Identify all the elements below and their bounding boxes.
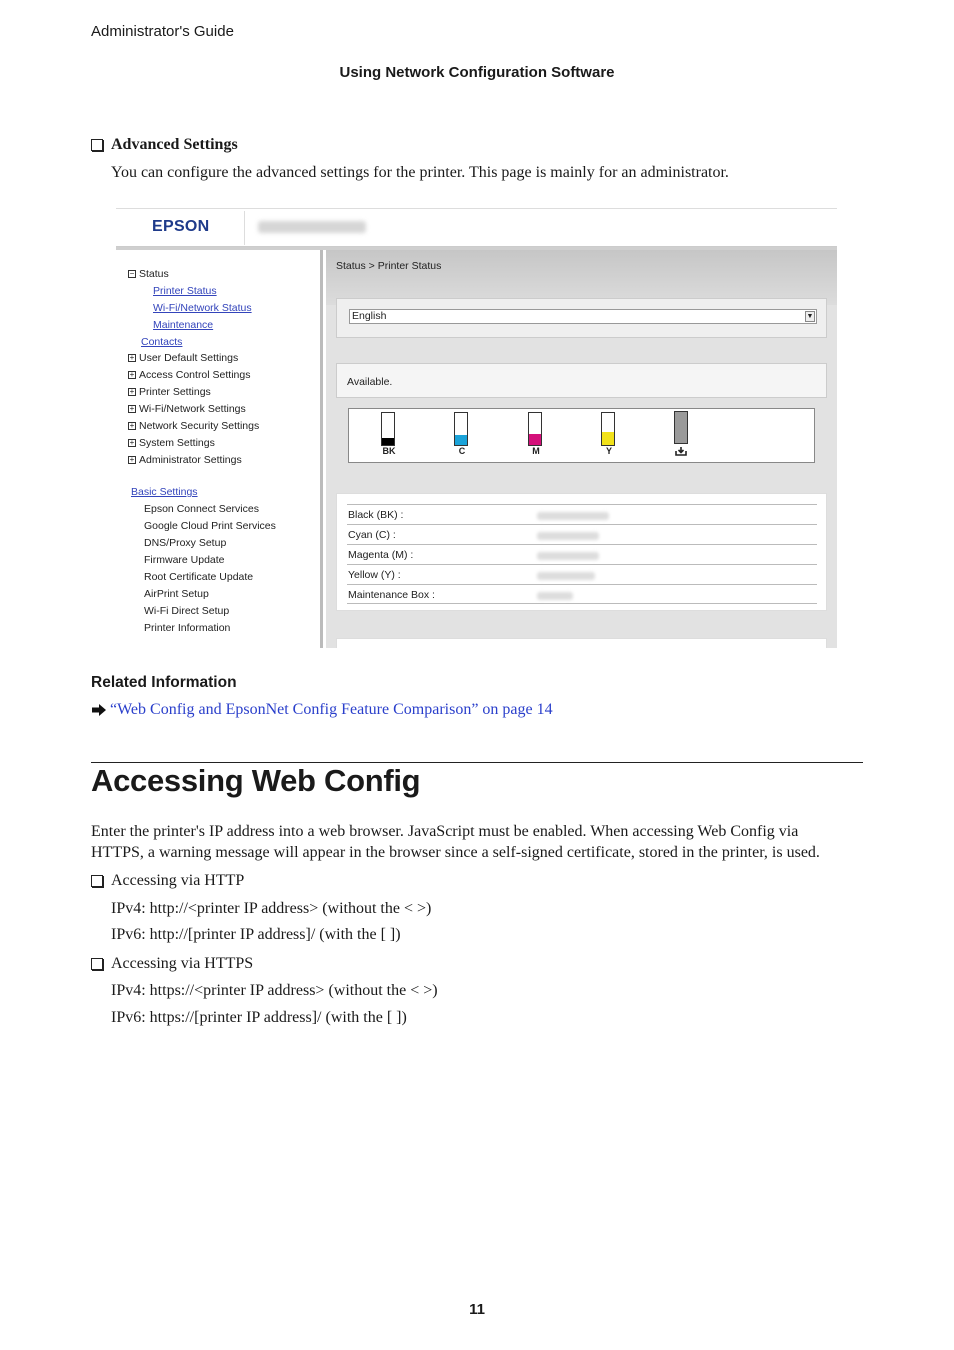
header-guide: Administrator's Guide — [91, 23, 234, 40]
https-ipv6: IPv6: https://[printer IP address]/ (with the [ ]) — [111, 1009, 407, 1026]
main-top — [326, 250, 837, 305]
maintenance-box — [674, 411, 688, 444]
header-section: Using Network Configuration Software — [339, 64, 615, 81]
http-ipv6: IPv6: http://[printer IP address]/ (with the [ ]) — [111, 926, 401, 943]
epson-logo: EPSON — [152, 218, 210, 235]
blurred-value — [537, 592, 573, 600]
expand-icon: + — [129, 370, 135, 379]
advanced-description: You can configure the advanced settings for the printer. This page is mainly for an administrator. — [111, 164, 729, 181]
sidebar-group-network-settings[interactable]: + Wi-Fi/Network Settings — [129, 403, 246, 415]
sidebar — [116, 250, 323, 648]
web-config-screenshot — [116, 208, 837, 648]
expand-icon: + — [129, 421, 135, 430]
ink-label-yellow: Y — [605, 446, 612, 456]
https-title: Accessing via HTTPS — [111, 955, 254, 972]
chevron-down-icon: ▼ — [806, 313, 814, 320]
available-panel — [336, 363, 827, 398]
related-link[interactable]: “Web Config and EpsonNet Config Feature Comparison” on page 14 — [110, 701, 553, 718]
sidebar-item-google-cloud[interactable]: Google Cloud Print Services — [144, 520, 276, 532]
intro-line-1: Enter the printer's IP address into a web browser. JavaScript must be enabled. When accessing Web Config via — [91, 823, 799, 840]
sidebar-link-maintenance[interactable]: Maintenance — [153, 319, 214, 331]
breadcrumb: Status > Printer Status — [336, 260, 442, 272]
intro-line-2: HTTPS, a warning message will appear in the browser since a self-signed certificate, stored in the printer, is used. — [91, 844, 820, 861]
checkbox-icon — [91, 139, 103, 151]
ink-cartridge-yellow — [601, 412, 615, 446]
maintenance-box-icon — [675, 446, 687, 456]
advanced-title: Advanced Settings — [111, 136, 238, 153]
sidebar-item-airprint[interactable]: AirPrint Setup — [144, 588, 209, 600]
http-title: Accessing via HTTP — [111, 872, 245, 889]
expand-icon: + — [129, 387, 135, 396]
sidebar-group-printer-settings[interactable]: + Printer Settings — [129, 386, 211, 398]
maintenance-box-fill — [675, 412, 687, 443]
table-row: Black (BK) : — [347, 504, 817, 524]
https-bullet — [91, 955, 253, 973]
ink-label-cyan: C — [458, 446, 466, 456]
sidebar-status[interactable]: − Status — [129, 268, 169, 280]
sidebar-item-wifi-direct[interactable]: Wi-Fi Direct Setup — [144, 605, 230, 617]
sidebar-link-basic-settings[interactable]: Basic Settings — [131, 486, 198, 498]
checkbox-icon — [91, 958, 103, 970]
sidebar-link-printer-status[interactable]: Printer Status — [153, 285, 217, 297]
related-title: Related Information — [91, 674, 237, 691]
header-divider — [244, 211, 245, 245]
available-status: Available. — [347, 376, 393, 388]
sidebar-item-epson-connect[interactable]: Epson Connect Services — [144, 503, 259, 515]
https-ipv4: IPv4: https://<printer IP address> (without the < >) — [111, 982, 438, 999]
ink-fill-yellow — [602, 432, 614, 445]
sidebar-item-dns-proxy[interactable]: DNS/Proxy Setup — [144, 537, 227, 549]
expand-icon: + — [129, 438, 135, 447]
expand-icon: + — [129, 353, 135, 362]
ink-fill-black — [382, 438, 394, 445]
sidebar-group-admin-settings[interactable]: + Administrator Settings — [129, 454, 242, 466]
ink-label-black: BK — [382, 446, 396, 456]
sidebar-item-firmware[interactable]: Firmware Update — [144, 554, 225, 566]
sidebar-link-network-status[interactable]: Wi-Fi/Network Status — [153, 302, 252, 314]
ink-fill-magenta — [529, 434, 541, 445]
collapse-icon: − — [129, 269, 135, 278]
ink-cartridge-cyan — [454, 412, 468, 446]
http-bullet — [91, 872, 244, 890]
advanced-bullet — [91, 136, 238, 154]
table-row: Yellow (Y) : — [347, 564, 817, 584]
blurred-value — [537, 512, 609, 520]
blurred-value — [537, 532, 599, 540]
table-row: Maintenance Box : — [347, 584, 817, 604]
blurred-value — [537, 552, 599, 560]
language-select[interactable]: English ▼ — [349, 309, 817, 324]
bottom-panel — [336, 638, 827, 648]
related-link-row — [91, 701, 553, 719]
sidebar-item-root-cert[interactable]: Root Certificate Update — [144, 571, 254, 583]
sidebar-group-user-default[interactable]: + User Default Settings — [129, 352, 239, 364]
checkbox-icon — [91, 875, 103, 887]
arrow-right-icon — [91, 703, 107, 717]
ink-levels — [348, 408, 815, 463]
table-row: Magenta (M) : — [347, 544, 817, 564]
blurred-value — [537, 572, 595, 580]
section-heading: Accessing Web Config — [91, 763, 421, 798]
sidebar-group-system-settings[interactable]: + System Settings — [129, 437, 215, 449]
ink-cartridge-black — [381, 412, 395, 446]
http-ipv4: IPv4: http://<printer IP address> (without the < >) — [111, 900, 432, 917]
page-number: 11 — [469, 1301, 485, 1318]
ink-label-magenta: M — [532, 446, 540, 456]
screenshot-header — [116, 209, 837, 247]
ink-fill-cyan — [455, 435, 467, 445]
expand-icon: + — [129, 404, 135, 413]
sidebar-link-contacts[interactable]: Contacts — [141, 336, 183, 348]
ink-table — [336, 493, 827, 611]
language-panel — [336, 298, 827, 338]
model-name-blurred — [258, 221, 366, 233]
table-row: Cyan (C) : — [347, 524, 817, 544]
sidebar-group-security-settings[interactable]: + Network Security Settings — [129, 420, 260, 432]
sidebar-group-access-control[interactable]: + Access Control Settings — [129, 369, 251, 381]
expand-icon: + — [129, 455, 135, 464]
main-panel — [326, 250, 837, 648]
ink-cartridge-magenta — [528, 412, 542, 446]
sidebar-item-printer-info[interactable]: Printer Information — [144, 622, 231, 634]
